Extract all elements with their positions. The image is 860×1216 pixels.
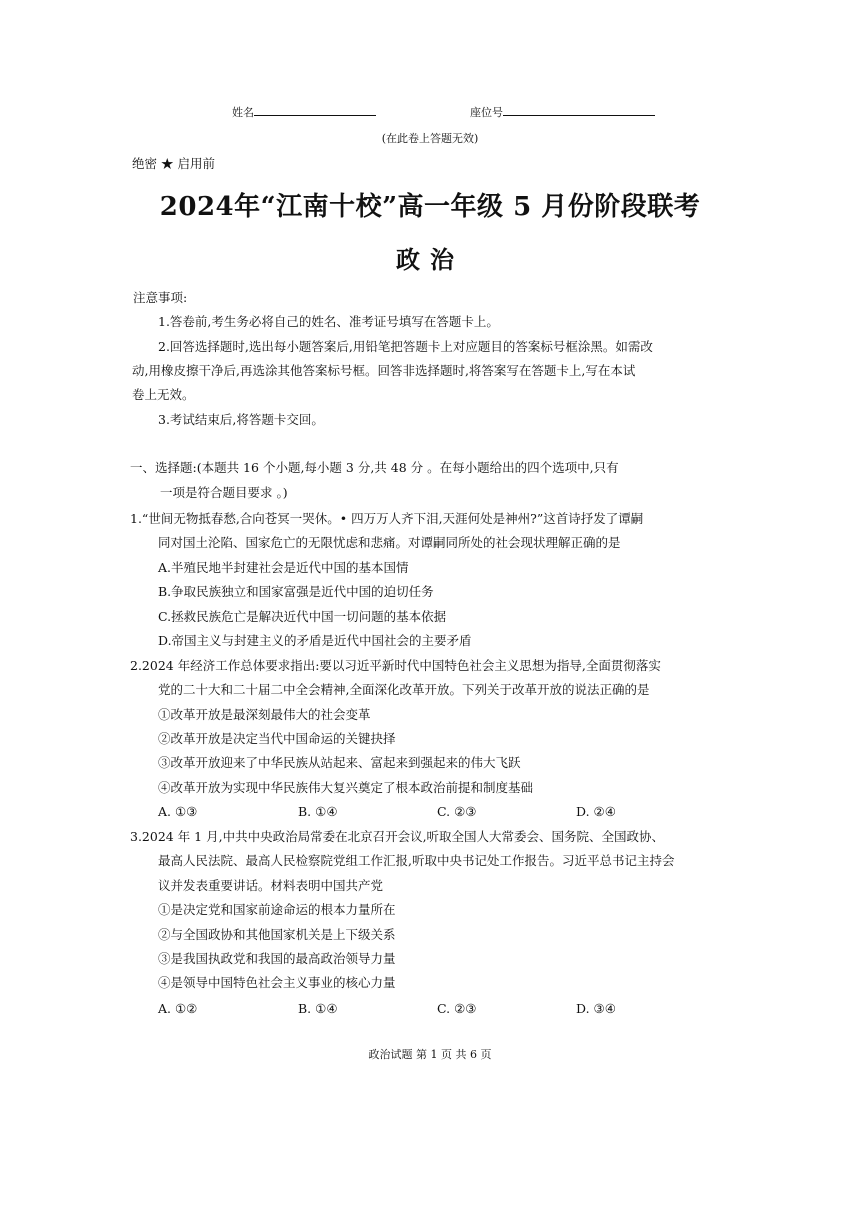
q3-statement-1: ①是决定党和国家前途命运的根本力量所在: [158, 902, 396, 917]
q1-option-a: A.半殖民地半封建社会是近代中国的基本国情: [158, 560, 409, 575]
notice-heading: 注意事项:: [133, 290, 188, 305]
q3-statement-3: ③是我国执政党和我国的最高政治领导力量: [158, 951, 396, 966]
notice-item-2-line-2: 动,用橡皮擦干净后,再选涂其他答案标号框。回答非选择题时,将答案写在答题卡上,写在本试: [132, 363, 636, 378]
seat-label: 座位号: [470, 106, 503, 119]
q1-stem-line-1: 1.“世间无物抵春愁,合向苍冥一哭休。• 四万万人齐下泪,天涯何处是神州?”这首诗抒发了谭嗣: [130, 511, 644, 526]
q3-statement-2: ②与全国政协和其他国家机关是上下级关系: [158, 927, 396, 942]
invalid-note: (在此卷上答题无效): [381, 132, 479, 145]
q2-option-b: B. ①④: [298, 804, 338, 819]
q3-option-a: A. ①②: [158, 1001, 198, 1016]
seat-blank: [503, 104, 655, 116]
section-heading-line-1: 一、选择题:(本题共 16 个小题,每小题 3 分,共 48 分 。在每小题给出的四个选项中,只有: [130, 460, 619, 475]
page-footer: 政治试题 第 1 页 共 6 页: [368, 1048, 492, 1061]
q3-stem-line-3: 议并发表重要讲话。材料表明中国共产党: [158, 878, 384, 893]
q3-stem-line-2: 最高人民法院、最高人民检察院党组工作汇报,听取中央书记处工作报告。习近平总书记主持会: [158, 853, 675, 868]
q1-option-b: B.争取民族独立和国家富强是近代中国的迫切任务: [158, 584, 434, 599]
q2-statement-3: ③改革开放迎来了中华民族从站起来、富起来到强起来的伟大飞跃: [158, 755, 521, 770]
q1-option-c: C.拯救民族危亡是解决近代中国一切问题的基本依据: [158, 609, 447, 624]
exam-title: 2024年“江南十校”高一年级 5 月份阶段联考: [159, 192, 701, 222]
name-blank: [254, 104, 376, 116]
name-label: 姓名: [232, 106, 254, 119]
q2-stem-line-2: 党的二十大和二十届二中全会精神,全面深化改革开放。下列关于改革开放的说法正确的是: [158, 682, 650, 697]
notice-item-1: 1.答卷前,考生务必将自己的姓名、准考证号填写在答题卡上。: [158, 314, 499, 329]
q2-statement-2: ②改革开放是决定当代中国命运的关键抉择: [158, 731, 396, 746]
notice-item-2-line-1: 2.回答选择题时,选出每小题答案后,用铅笔把答题卡上对应题目的答案标号框涂黑。如需改: [158, 339, 653, 354]
q2-statement-4: ④改革开放为实现中华民族伟大复兴奠定了根本政治前提和制度基础: [158, 780, 534, 795]
section-heading-line-2: 一项是符合题目要求 。): [160, 485, 288, 500]
subject-title: 政治: [396, 245, 464, 274]
q3-option-c: C. ②③: [437, 1001, 477, 1016]
name-field: [232, 104, 376, 120]
q1-option-d: D.帝国主义与封建主义的矛盾是近代中国社会的主要矛盾: [158, 633, 472, 648]
q3-option-d: D. ③④: [576, 1001, 616, 1016]
q2-option-a: A. ①③: [158, 804, 198, 819]
notice-item-2-line-3: 卷上无效。: [132, 387, 195, 402]
q2-option-d: D. ②④: [576, 804, 616, 819]
q3-stem-line-1: 3.2024 年 1 月,中共中央政治局常委在北京召开会议,听取全国人大常委会、国务院、全国政协、: [130, 829, 665, 844]
q2-statement-1: ①改革开放是最深刻最伟大的社会变革: [158, 707, 371, 722]
q2-option-c: C. ②③: [437, 804, 477, 819]
q2-stem-line-1: 2.2024 年经济工作总体要求指出:要以习近平新时代中国特色社会主义思想为指导,全面贯彻落实: [130, 658, 661, 673]
q3-option-b: B. ①④: [298, 1001, 338, 1016]
q1-stem-line-2: 同对国土沦陷、国家危亡的无限忧虑和悲痛。对谭嗣同所处的社会现状理解正确的是: [158, 535, 621, 550]
q3-statement-4: ④是领导中国特色社会主义事业的核心力量: [158, 975, 396, 990]
notice-item-3: 3.考试结束后,将答题卡交回。: [158, 412, 324, 427]
seat-field: [470, 104, 655, 120]
secret-label: 绝密 ★ 启用前: [132, 156, 215, 171]
